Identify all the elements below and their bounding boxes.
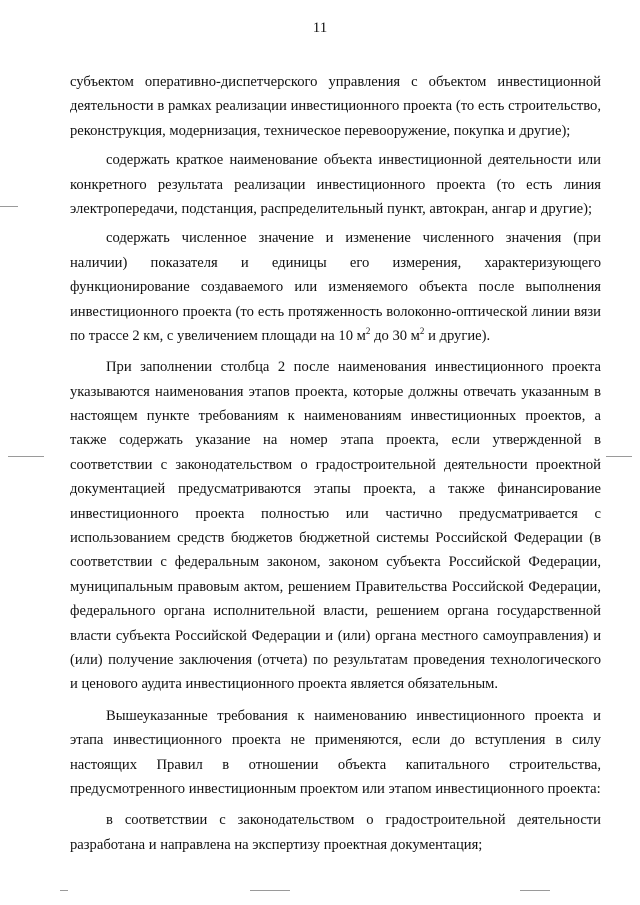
scan-artifact: [250, 890, 290, 891]
area-text-middle: до 30 м: [370, 327, 420, 344]
text-line: разработана и направлена на экспертизу проектная документация;: [70, 836, 483, 853]
text-line: и ценового аудита инвестиционного проекта является обязательным.: [70, 676, 499, 693]
paragraph-3: [70, 226, 601, 348]
text-line: При заполнении столбца 2 после наименования инвестиционного проекта: [106, 359, 601, 376]
scan-artifact: [0, 206, 18, 207]
area-text-after: и другие).: [424, 327, 491, 344]
text-line: электропередачи, подстанция, распределительный пункт, автокран, ангар и другие);: [70, 200, 593, 217]
text-line: Вышеуказанные требования к наименованию инвестиционного проекта и: [106, 707, 601, 724]
text-line: использованием средств бюджетов бюджетной системы Российской Федерации (в: [70, 530, 601, 547]
text-line: соответствии с федеральным законом, законом субъекта Российской Федерации,: [70, 554, 601, 571]
text-line: реконструкция, модернизация, техническое перевооружение, покупка и другие);: [70, 122, 571, 139]
scan-artifact: [606, 456, 632, 457]
text-line: субъектом оперативно-диспетчерского управления с объектом инвестиционной: [70, 74, 601, 90]
superscript-squared: 2: [419, 326, 425, 337]
paragraph-4: [70, 355, 601, 696]
text-line: документацией предусматриваются этапы проекта, а также финансирование: [70, 481, 601, 498]
area-text-before: по трассе 2 км, с увеличением площади на 10 м: [70, 327, 366, 344]
text-line: содержать краткое наименование объекта инвестиционной деятельности или: [106, 152, 601, 169]
scan-artifact: [520, 890, 550, 891]
text-line: федерального органа исполнительной власти, решением органа государственной: [70, 603, 601, 620]
scan-artifact: [8, 456, 44, 457]
text-line: власти субъекта Российской Федерации и (или) органа местного самоуправления) и: [70, 627, 601, 644]
scan-artifact: [60, 890, 68, 891]
text-line: содержать численное значение и изменение численного значения (при: [106, 230, 601, 247]
paragraph-2: [70, 148, 601, 221]
text-line: наличии) показателя и единицы его измерения, характеризующего: [70, 254, 601, 271]
text-line: функционирование создаваемого или изменяемого объекта после выполнения: [70, 279, 601, 296]
text-line-with-area: [70, 324, 601, 348]
text-line: в соответствии с законодательством о градостроительной деятельности: [106, 812, 601, 829]
text-line: соответствии с законодательством о градостроительной деятельности проектной: [70, 456, 601, 473]
text-line: деятельности в рамках реализации инвестиционного проекта (то есть строительство,: [70, 98, 601, 115]
text-line: предусмотренного инвестиционным проектом или этапом инвестиционного проекта:: [70, 780, 601, 797]
paragraph-1: [70, 70, 601, 143]
text-line: муниципальным правовым актом, решением Правительства Российской Федерации,: [70, 578, 601, 595]
text-line: также содержать указание на номер этапа проекта, если утвержденной в: [70, 432, 601, 449]
paragraph-6: [70, 808, 601, 857]
superscript-squared: 2: [365, 326, 371, 337]
text-line: конкретного результата реализации инвестиционного проекта (то есть линия: [70, 176, 601, 193]
text-line: инвестиционного проекта (то есть протяженность волоконно-оптической линии вязи: [70, 303, 601, 320]
paragraph-5: [70, 704, 601, 802]
text-line: настоящих Правил в отношении объекта капитального строительства,: [70, 756, 601, 773]
text-line: инвестиционного проекта полностью или частично предусматривается с: [70, 505, 601, 522]
page-number: 11: [312, 20, 328, 36]
text-line: настоящем пункте требованиям к наименованиям инвестиционных проектов, а: [70, 408, 601, 425]
document-body: [70, 70, 601, 857]
text-line: указываются наименования этапов проекта, которые должны отвечать указанным в: [70, 383, 601, 400]
text-line: этапа инвестиционного проекта не применяются, если до вступления в силу: [70, 732, 601, 749]
text-line: (или) получение заключения (отчета) по результатам проведения технологического: [70, 651, 601, 668]
